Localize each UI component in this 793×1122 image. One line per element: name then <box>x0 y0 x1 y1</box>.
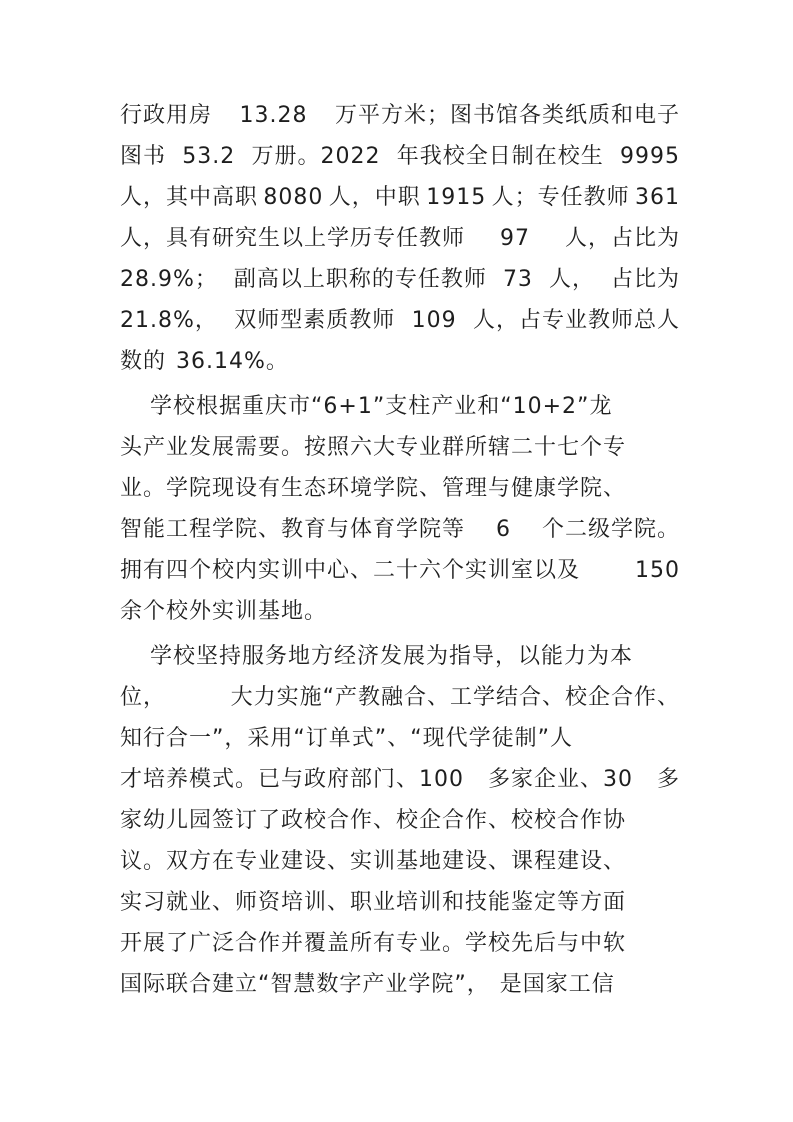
text-line <box>120 136 680 177</box>
text-line <box>120 468 680 509</box>
text-line <box>120 923 680 964</box>
text-segment: 是国家工信 <box>499 972 615 997</box>
text-segment: 才培养模式。已与政府部门、100 <box>120 767 464 792</box>
text-segment: 28.9%； <box>120 267 218 292</box>
text-line <box>120 427 680 468</box>
text-segment: 人，占比为 <box>564 226 680 251</box>
text-segment: 21.8%， <box>120 308 218 333</box>
text-segment: 36.14%。 <box>176 349 289 374</box>
text-segment: 图书 <box>120 144 167 169</box>
text-segment: 拥有四个校内实训中心、二十六个实训室以及 <box>120 558 581 583</box>
text-segment: 万平方米；图书馆各类纸质和电子 <box>334 103 680 128</box>
text-line <box>120 509 680 550</box>
text-segment: 361 <box>635 185 680 210</box>
text-line <box>120 95 680 136</box>
text-segment: 国际联合建立“智慧数字产业学院”， <box>120 972 490 997</box>
text-segment: 位， <box>120 685 167 710</box>
text-segment: 97 <box>500 226 530 251</box>
text-segment: 人，中职 <box>328 185 421 210</box>
text-line <box>120 341 680 382</box>
text-line <box>120 300 680 341</box>
text-segment: 学校根据重庆市“6+1”支柱产业和“10+2”龙 <box>150 394 613 419</box>
text-line <box>120 550 680 591</box>
text-line <box>120 177 680 218</box>
text-segment: 学校坚持服务地方经济发展为指导，以能力为本 <box>150 644 634 669</box>
text-segment: 109 <box>411 308 457 333</box>
text-line <box>120 882 680 923</box>
text-segment: 议。双方在专业建设、实训基地建设、课程建设、 <box>120 849 627 874</box>
text-segment: 双师型素质教师 <box>234 308 396 333</box>
text-line <box>120 759 680 800</box>
text-segment: 多家企业、30 <box>487 767 633 792</box>
paragraph <box>120 636 680 1005</box>
text-segment: 副高以上职称的专任教师 <box>233 267 487 292</box>
text-segment: 8080 <box>263 185 324 210</box>
paragraph <box>120 95 680 382</box>
text-segment: 多 <box>656 767 680 792</box>
text-segment: 行政用房 <box>120 103 213 128</box>
text-line <box>120 677 680 718</box>
text-line <box>120 964 680 1005</box>
text-segment: 年我校全日制在校生 <box>396 144 604 169</box>
text-segment: 智能工程学院、教育与体育学院等 <box>120 517 466 542</box>
text-segment: 人，占专业教师总人 <box>472 308 680 333</box>
text-segment: 开展了广泛合作并覆盖所有专业。学校先后与中软 <box>120 931 627 956</box>
document-body <box>120 95 680 1005</box>
text-line <box>120 259 680 300</box>
text-segment: 1915 <box>426 185 487 210</box>
text-segment: 头产业发展需要。按照六大专业群所辖二十七个专 <box>120 435 627 460</box>
text-segment: 9995 <box>619 144 680 169</box>
text-line <box>120 841 680 882</box>
text-segment: 150 <box>635 558 680 583</box>
text-segment: 大力实施“产教融合、工学结合、校企合作、 <box>230 685 680 710</box>
text-segment: 6 <box>496 517 511 542</box>
text-segment: 实习就业、师资培训、职业培训和技能鉴定等方面 <box>120 890 627 915</box>
word-space <box>166 341 176 382</box>
text-segment: 业。学院现设有生态环境学院、管理与健康学院、 <box>120 476 627 501</box>
text-segment: 人；专任教师 <box>491 185 630 210</box>
text-segment: 73 <box>502 267 533 292</box>
text-segment: 人，其中高职 <box>120 185 259 210</box>
text-segment: 人，具有研究生以上学历专任教师 <box>120 226 466 251</box>
word-space <box>490 964 500 1005</box>
text-segment: 53.2 <box>182 144 236 169</box>
text-segment: 万册。2022 <box>251 144 381 169</box>
text-line <box>120 636 680 677</box>
text-line <box>120 386 680 427</box>
text-segment: 知行合一”，采用“订单式”、“现代学徒制”人 <box>120 726 573 751</box>
text-segment: 个二级学院。 <box>541 517 680 542</box>
text-segment: 数的 <box>120 349 167 374</box>
text-segment: 13.28 <box>239 103 308 128</box>
text-line <box>120 718 680 759</box>
text-segment: 占比为 <box>610 267 680 292</box>
paragraph <box>120 386 680 632</box>
text-line <box>120 591 680 632</box>
text-segment: 人， <box>548 267 595 292</box>
text-line <box>120 800 680 841</box>
text-segment: 余个校外实训基地。 <box>120 599 328 624</box>
text-segment: 家幼儿园签订了政校合作、校企合作、校校合作协 <box>120 808 627 833</box>
text-line <box>120 218 680 259</box>
